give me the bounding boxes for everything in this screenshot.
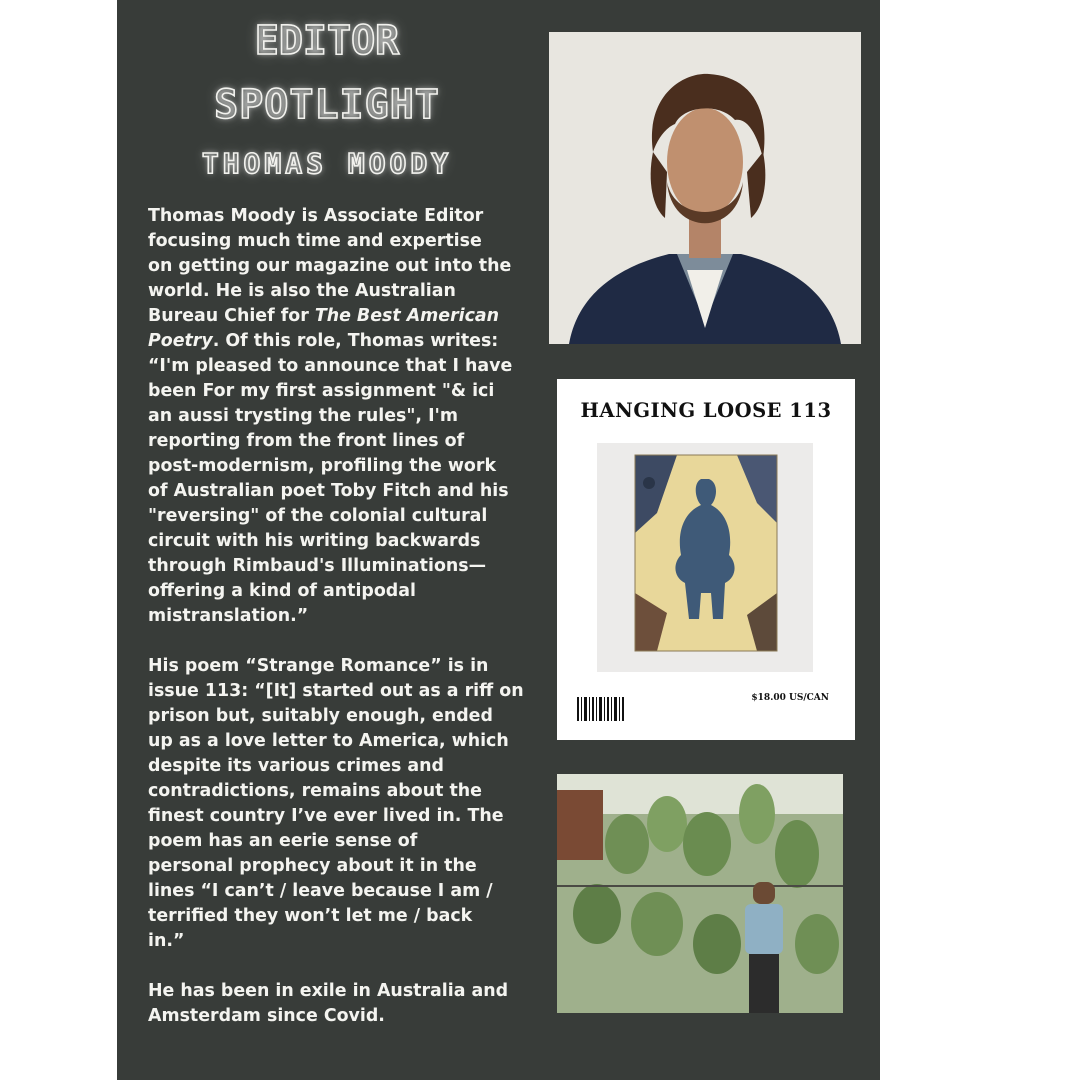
barcode-graphic [577, 691, 629, 725]
bio-line: up as a love letter to America, which [148, 731, 509, 751]
magazine-cover [557, 379, 855, 740]
bio-text [148, 204, 546, 1029]
bio-line [148, 304, 546, 329]
bio-line: prison but, suitably enough, ended [148, 706, 493, 726]
cover-artwork [597, 443, 813, 672]
bio-line: lines “I can’t / leave because I am / [148, 881, 493, 901]
cover-title: HANGING LOOSE 113 [580, 399, 832, 422]
bio-line: circuit with his writing backwards [148, 531, 481, 551]
bio-line: “I'm pleased to announce that I have [148, 356, 513, 376]
bio-line: He has been in exile in Australia and [148, 981, 509, 1001]
bio-line: despite its various crimes and [148, 756, 444, 776]
bio-line: world. He is also the Australian [148, 281, 456, 301]
book-title-italic: Poetry [148, 331, 213, 351]
bio-line: terrified they won’t let me / back [148, 906, 473, 926]
bio-text-segment: . Of this role, Thomas writes: [212, 331, 499, 351]
bio-paragraph-3 [148, 979, 546, 1029]
bio-line: through Rimbaud's Illuminations— [148, 556, 487, 576]
bio-line: on getting our magazine out into the [148, 256, 512, 276]
bio-line: contradictions, remains about the [148, 781, 482, 801]
portrait-illustration [549, 32, 861, 344]
artwork-illustration [597, 443, 813, 672]
bio-line: mistranslation.” [148, 606, 309, 626]
barcode [577, 691, 629, 725]
bio-text-segment: Bureau Chief for [148, 306, 315, 326]
header-spotlight: SPOTLIGHT [214, 82, 440, 128]
book-title-italic: The Best American [314, 306, 500, 326]
header-name: THOMAS MOODY [201, 147, 453, 180]
bio-line: offering a kind of antipodal [148, 581, 416, 601]
bio-line: "reversing" of the colonial cultural [148, 506, 488, 526]
bio-line: reporting from the front lines of [148, 431, 465, 451]
bio-paragraph-2 [148, 654, 546, 954]
bio-line [148, 329, 546, 354]
bio-paragraph-1 [148, 204, 546, 629]
cactus-illustration [557, 774, 843, 1013]
bio-line: post-modernism, profiling the work [148, 456, 497, 476]
bio-line: issue 113: “[It] started out as a riff on [148, 681, 524, 701]
portrait-photo [549, 32, 861, 344]
bio-line: of Australian poet Toby Fitch and his [148, 481, 509, 501]
bio-line: an aussi trysting the rules", I'm [148, 406, 458, 426]
bio-line: focusing much time and expertise [148, 231, 482, 251]
bio-line: Thomas Moody is Associate Editor [148, 206, 484, 226]
bio-line: personal prophecy about it in the [148, 856, 477, 876]
bio-line: His poem “Strange Romance” is in [148, 656, 489, 676]
bio-line: Amsterdam since Covid. [148, 1006, 385, 1026]
bio-line: poem has an eerie sense of [148, 831, 418, 851]
bio-line: in.” [148, 931, 185, 951]
bio-line: finest country I’ve ever lived in. The [148, 806, 504, 826]
cover-price: $18.00 US/CAN [751, 693, 829, 703]
header-editor: EDITOR [254, 18, 400, 64]
bio-line: been For my first assignment "& ici [148, 381, 495, 401]
cactus-photo [557, 774, 843, 1013]
